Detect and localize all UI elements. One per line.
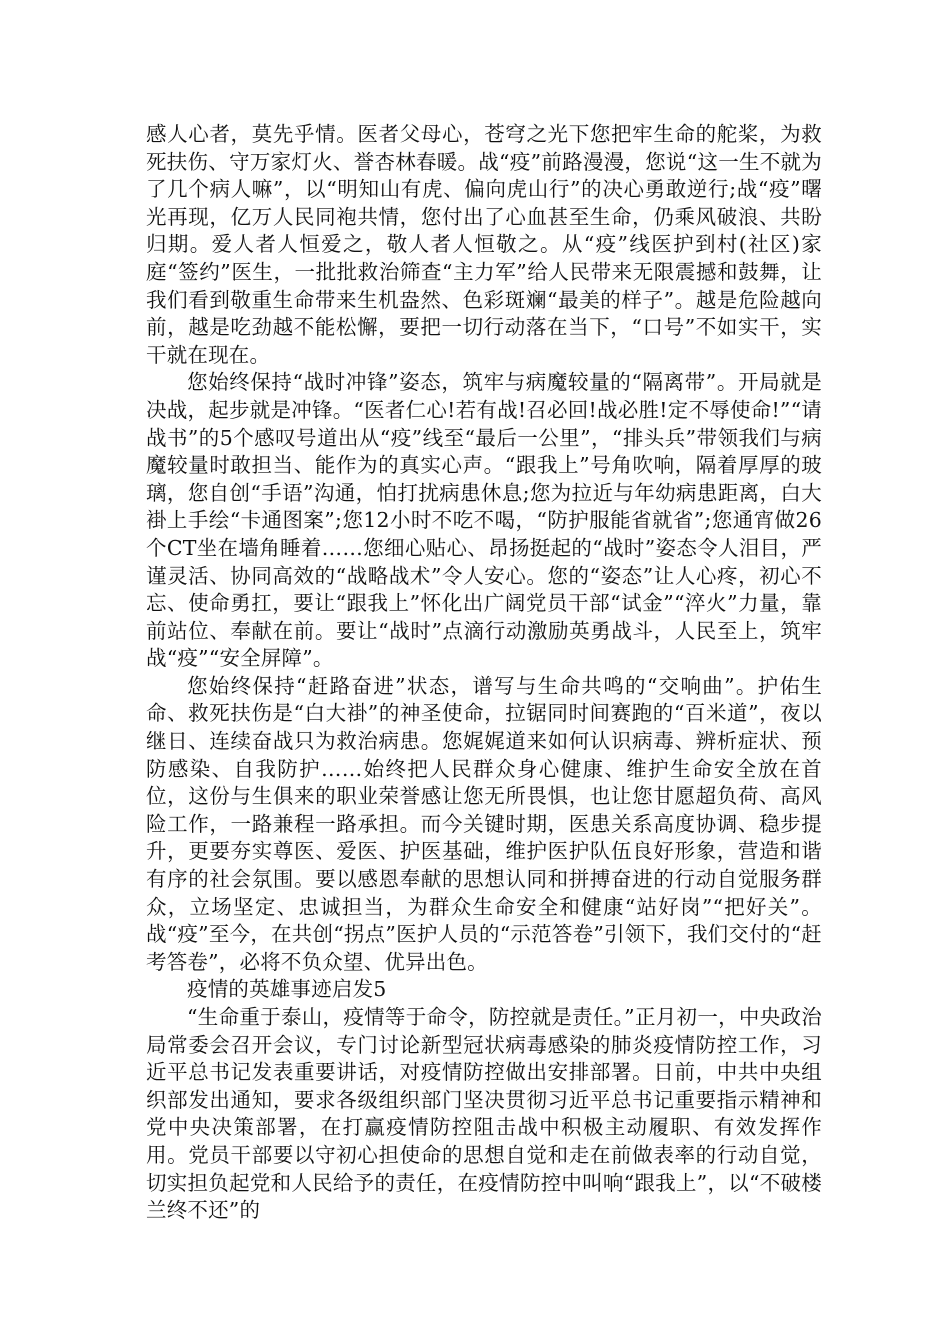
- paragraph-2: 您始终保持“战时冲锋”姿态，筑牢与病魔较量的“隔离带”。开局就是决战，起步就是冲锋。“医者仁心!若有战!召必回!战必胜!定不辱使命!”“请战书”的5个感叹号道出从“疫”线至“最后一公里”，“排头兵”带领我们与病魔较量时敢担当、能作为的真实心声。“跟我上”号角吹响，隔着厚厚的玻璃，您自创“手语”沟通，怕打扰病患休息;您为拉近与年幼病患距离，白大褂上手绘“卡通图案”;您12小时不吃不喝，“防护服能省就省”;您通宵做26个CT坐在墙角睡着……您细心贴心、昂扬挺起的“战时”姿态令人泪目，严谨灵活、协同高效的“战略战术”令人安心。您的“姿态”让人心疼，初心不忘、使命勇扛，要让“跟我上”怀化出广阔党员干部“试金”“淬火”力量，靠前站位、奉献在前。要让“战时”点滴行动激励英勇战斗，人民至上，筑牢战“疫”“安全屏障”。: [146, 370, 822, 671]
- paragraph-4: “生命重于泰山，疫情等于命令，防控就是责任。”正月初一，中央政治局常委会召开会议，专门讨论新型冠状病毒感染的肺炎疫情防控工作，习近平总书记发表重要讲话，对疫情防控做出安排部署。日前，中共中央组织部发出通知，要求各级组织部门坚决贯彻习近平总书记重要指示精神和党中央决策部署，在打赢疫情防控阻击战中积极主动履职、有效发挥作用。党员干部要以守初心担使命的思想自觉和走在前做表率的行动自觉，切实担负起党和人民给予的责任，在疫情防控中叫响“跟我上”，以“不破楼兰终不还”的: [146, 1005, 822, 1223]
- paragraph-3: 您始终保持“赶路奋进”状态，谱写与生命共鸣的“交响曲”。护佑生命、救死扶伤是“白大褂”的神圣使命，拉锯同时间赛跑的“百米道”，夜以继日、连续奋战只为救治病患。您娓娓道来如何认识病毒、辨析症状、预防感染、自我防护……始终把人民群众身心健康、维护生命安全放在首位，这份与生俱来的职业荣誉感让您无所畏惧，也让您甘愿超负荷、高风险工作，一路兼程一路承担。而今关键时期，医患关系高度协调、稳步提升，更要夯实尊医、爱医、护医基础，维护医护队伍良好形象，营造和谐有序的社会氛围。要以感恩奉献的思想认同和拼搏奋进的行动自觉服务群众，立场坚定、忠诚担当，为群众生命安全和健康“站好岗”“把好关”。战“疫”至今，在共创“拐点”医护人员的“示范答卷”引领下，我们交付的“赶考答卷”，必将不负众望、优异出色。: [146, 673, 822, 974]
- document-page: [146, 121, 822, 1225]
- paragraph-1: 感人心者，莫先乎情。医者父母心，苍穹之光下您把牢生命的舵桨，为救死扶伤、守万家灯火、誉杏林春暖。战“疫”前路漫漫，您说“这一生不就为了几个病人嘛”，以“明知山有虎、偏向虎山行”的决心勇敢逆行;战“疫”曙光再现，亿万人民同袍共情，您付出了心血甚至生命，仍乘风破浪、共盼归期。爱人者人恒爱之，敬人者人恒敬之。从“疫”线医护到村(社区)家庭“签约”医生，一批批救治筛查“主力军”给人民带来无限震撼和鼓舞，让我们看到敬重生命带来生机盎然、色彩斑斓“最美的样子”。越是危险越向前，越是吃劲越不能松懈，要把一切行动落在当下，“口号”不如实干，实干就在现在。: [146, 122, 822, 367]
- section-heading: 疫情的英雄事迹启发5: [187, 977, 387, 1002]
